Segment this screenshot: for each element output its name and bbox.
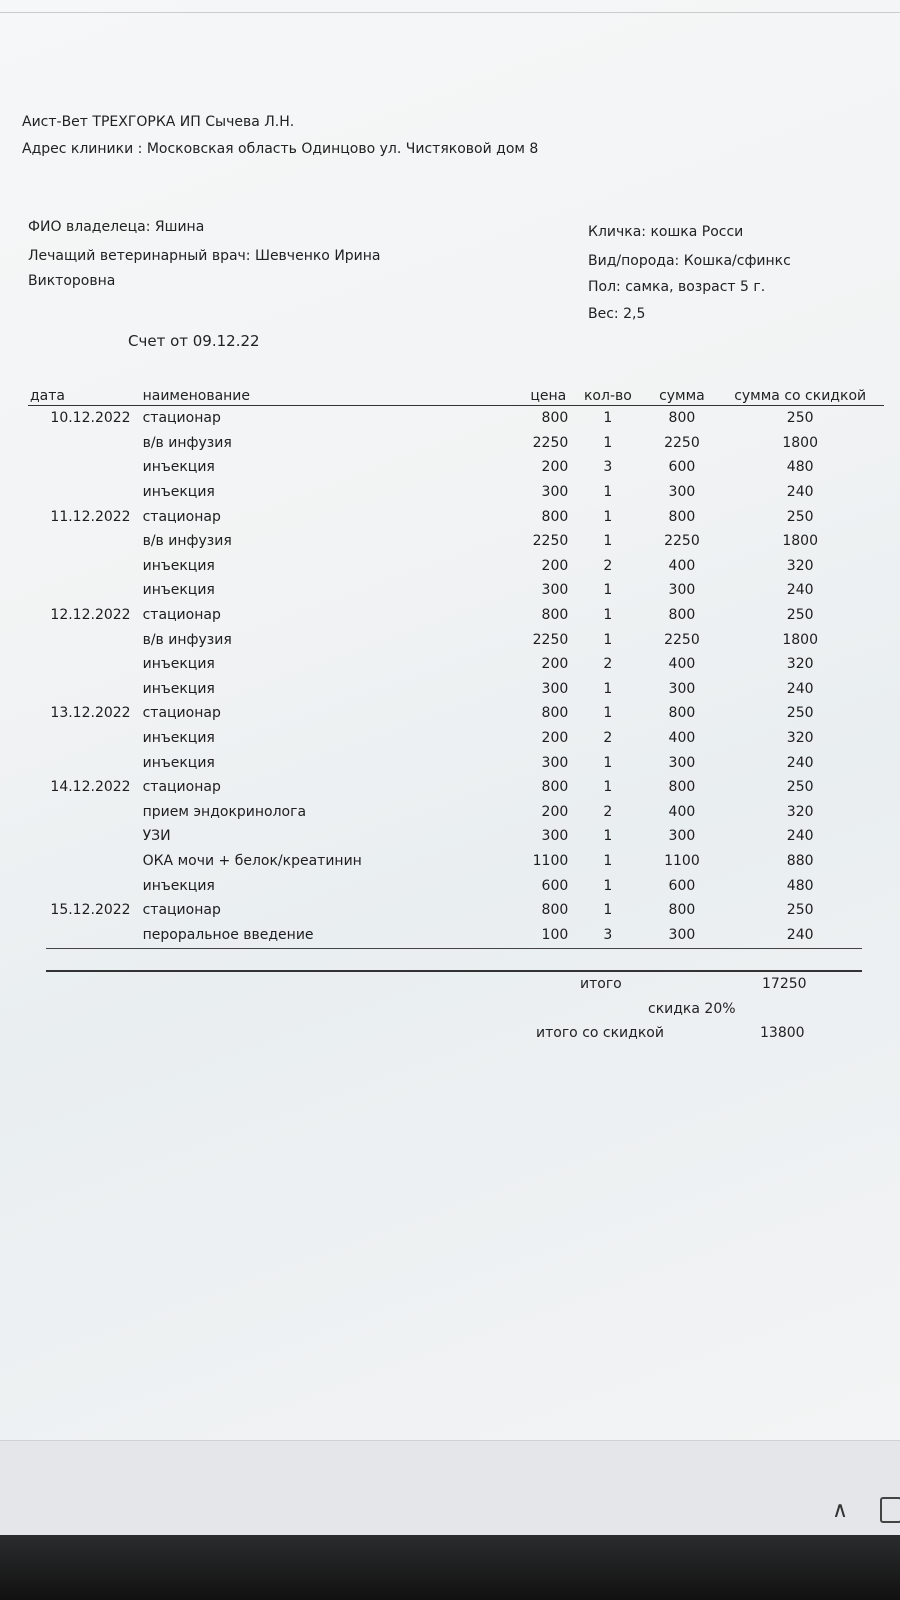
cell-discounted: 480 (786, 877, 814, 894)
cell-sum: 300 (668, 680, 696, 697)
cell-discounted: 250 (786, 705, 814, 722)
cell-discounted: 250 (786, 508, 814, 525)
invoice-title: Счет от 09.12.22 (128, 332, 260, 350)
cell-qty: 2 (603, 730, 613, 747)
cell-discounted: 240 (786, 754, 814, 771)
cell-date (28, 627, 139, 652)
table-row (28, 627, 884, 652)
cell-name: стационар (142, 902, 221, 919)
cell-price: 200 (541, 803, 569, 820)
cell-price: 300 (541, 582, 569, 599)
cell-qty: 1 (603, 877, 613, 894)
cell-price: 800 (541, 410, 569, 427)
cell-price: 200 (541, 459, 569, 476)
cell-sum: 400 (668, 557, 696, 574)
cell-price: 300 (541, 680, 569, 697)
cell-discounted: 480 (786, 459, 814, 476)
cell-name: стационар (142, 410, 221, 427)
cell-qty: 1 (603, 410, 613, 427)
cell-sum: 800 (668, 607, 696, 624)
cell-qty: 1 (603, 705, 613, 722)
cell-sum: 300 (668, 484, 696, 501)
pet-sex-age: Пол: самка, возраст 5 г. (588, 279, 766, 295)
cell-price: 100 (541, 926, 569, 943)
cell-discounted: 1800 (782, 631, 818, 648)
cell-name: стационар (142, 508, 221, 525)
cell-sum: 1100 (664, 852, 700, 869)
cell-name: в/в инфузия (142, 631, 232, 648)
cell-name: в/в инфузия (142, 533, 232, 550)
cell-discounted: 320 (786, 803, 814, 820)
cell-qty: 1 (603, 680, 613, 697)
cell-date (28, 800, 139, 825)
cell-date: 13.12.2022 (50, 705, 131, 722)
cell-qty: 1 (603, 852, 613, 869)
cell-name: инъекция (142, 459, 215, 476)
cell-discounted: 240 (786, 926, 814, 943)
cell-discounted: 240 (786, 680, 814, 697)
page-edge-line (0, 12, 900, 13)
cell-date (28, 431, 139, 456)
cell-qty: 1 (603, 434, 613, 451)
cell-sum: 2250 (664, 434, 700, 451)
monitor-bezel (0, 1535, 900, 1600)
cell-qty: 1 (603, 484, 613, 501)
cell-discounted: 1800 (782, 434, 818, 451)
cell-name: инъекция (142, 557, 215, 574)
cell-date: 15.12.2022 (50, 902, 131, 919)
cell-sum: 400 (668, 803, 696, 820)
cell-sum: 2250 (664, 533, 700, 550)
cell-discounted: 240 (786, 582, 814, 599)
cell-sum: 600 (668, 459, 696, 476)
cell-price: 800 (541, 508, 569, 525)
cell-date: 10.12.2022 (50, 410, 131, 427)
discounted-total-value: 13800 (760, 1025, 805, 1041)
cell-sum: 300 (668, 754, 696, 771)
cell-name: инъекция (142, 680, 215, 697)
table-row (28, 677, 884, 702)
services-table (28, 388, 884, 947)
cell-price: 800 (541, 607, 569, 624)
pet-weight: Вес: 2,5 (588, 306, 646, 322)
col-header-sum: сумма (659, 388, 705, 404)
cell-discounted: 320 (786, 656, 814, 673)
cell-date (28, 750, 139, 775)
cell-date (28, 480, 139, 505)
cell-date: 12.12.2022 (50, 607, 131, 624)
table-row (28, 898, 884, 923)
cell-name: инъекция (142, 754, 215, 771)
table-row (28, 578, 884, 603)
cell-discounted: 250 (786, 902, 814, 919)
table-header-row (28, 388, 884, 406)
cell-discounted: 250 (786, 410, 814, 427)
cell-qty: 1 (603, 508, 613, 525)
clinic-address: Адрес клиники : Московская область Одинцово ул. Чистяковой дом 8 (22, 141, 539, 157)
cell-price: 2250 (532, 434, 569, 451)
table-row (28, 455, 884, 480)
cell-date (28, 529, 139, 554)
cell-qty: 1 (603, 754, 613, 771)
cell-date (28, 849, 139, 874)
pet-breed: Вид/порода: Кошка/сфинкс (588, 253, 791, 269)
cell-sum: 800 (668, 410, 696, 427)
cell-name: инъекция (142, 730, 215, 747)
cell-price: 2250 (532, 631, 569, 648)
table-row (28, 922, 884, 947)
cell-date (28, 677, 139, 702)
cell-qty: 1 (603, 779, 613, 796)
cell-sum: 300 (668, 582, 696, 599)
cell-sum: 800 (668, 705, 696, 722)
doctor-name-line1: Лечащий ветеринарный врач: Шевченко Ирина (28, 248, 381, 264)
cell-sum: 300 (668, 926, 696, 943)
cell-qty: 2 (603, 656, 613, 673)
cell-price: 800 (541, 779, 569, 796)
cell-discounted: 250 (786, 779, 814, 796)
cell-sum: 300 (668, 828, 696, 845)
total-value: 17250 (762, 976, 807, 992)
table-row (28, 529, 884, 554)
col-header-qty: кол-во (583, 388, 632, 404)
cell-date (28, 824, 139, 849)
table-row (28, 726, 884, 751)
table-bottom-rule (46, 948, 862, 949)
col-header-discounted: сумма со скидкой (734, 388, 867, 404)
cell-name: стационар (142, 607, 221, 624)
cell-name: инъекция (142, 582, 215, 599)
cell-date (28, 554, 139, 579)
table-row (28, 701, 884, 726)
cell-name: УЗИ (142, 828, 171, 845)
cell-price: 800 (541, 902, 569, 919)
table-row (28, 873, 884, 898)
table-row (28, 750, 884, 775)
cell-price: 1100 (532, 852, 569, 869)
cell-qty: 2 (603, 803, 613, 820)
cell-date (28, 922, 139, 947)
cell-date: 14.12.2022 (50, 779, 131, 796)
cell-price: 300 (541, 828, 569, 845)
cell-date: 11.12.2022 (50, 508, 131, 525)
discounted-total-label: итого со скидкой (536, 1025, 664, 1041)
owner-name: ФИО владелеца: Яшина (28, 219, 205, 235)
cell-discounted: 250 (786, 607, 814, 624)
col-header-date: дата (30, 388, 65, 404)
cell-qty: 1 (603, 533, 613, 550)
cell-qty: 3 (603, 926, 613, 943)
cell-sum: 400 (668, 656, 696, 673)
pet-name: Кличка: кошка Росси (588, 224, 744, 240)
cell-sum: 600 (668, 877, 696, 894)
tray-app-icon[interactable] (880, 1497, 900, 1523)
cell-qty: 1 (603, 828, 613, 845)
cell-discounted: 320 (786, 557, 814, 574)
taskbar (0, 1440, 900, 1536)
table-row (28, 480, 884, 505)
cell-sum: 800 (668, 508, 696, 525)
cell-price: 800 (541, 705, 569, 722)
cell-price: 200 (541, 730, 569, 747)
table-row (28, 603, 884, 628)
cell-date (28, 578, 139, 603)
col-header-price: цена (530, 388, 567, 404)
cell-name: пероральное введение (142, 926, 314, 943)
table-row (28, 431, 884, 456)
totals-divider (46, 970, 862, 972)
cell-name: ОКА мочи + белок/креатинин (142, 852, 362, 869)
cell-date (28, 726, 139, 751)
cell-discounted: 240 (786, 484, 814, 501)
cell-date (28, 652, 139, 677)
cell-name: прием эндокринолога (142, 803, 307, 820)
cell-price: 200 (541, 557, 569, 574)
cell-qty: 1 (603, 607, 613, 624)
cell-price: 200 (541, 656, 569, 673)
cell-discounted: 320 (786, 730, 814, 747)
table-row (28, 849, 884, 874)
cell-discounted: 880 (786, 852, 814, 869)
table-row (28, 406, 884, 431)
total-label: итого (580, 976, 622, 992)
cell-name: стационар (142, 779, 221, 796)
cell-qty: 2 (603, 557, 613, 574)
cell-date (28, 873, 139, 898)
doctor-name-line2: Викторовна (28, 273, 116, 289)
cell-name: в/в инфузия (142, 434, 232, 451)
cell-name: инъекция (142, 484, 215, 501)
cell-discounted: 1800 (782, 533, 818, 550)
cell-price: 300 (541, 754, 569, 771)
table-row (28, 775, 884, 800)
col-header-name: наименование (142, 388, 251, 404)
cell-name: инъекция (142, 656, 215, 673)
cell-date (28, 455, 139, 480)
cell-qty: 1 (603, 631, 613, 648)
cell-qty: 1 (603, 582, 613, 599)
table-row (28, 824, 884, 849)
clinic-name: Аист-Вет ТРЕХГОРКА ИП Сычева Л.Н. (22, 114, 295, 130)
cell-price: 600 (541, 877, 569, 894)
cell-sum: 400 (668, 730, 696, 747)
cell-discounted: 240 (786, 828, 814, 845)
cell-price: 300 (541, 484, 569, 501)
discount-label: скидка 20% (648, 1001, 736, 1017)
cell-qty: 1 (603, 902, 613, 919)
cell-sum: 800 (668, 779, 696, 796)
cell-name: инъекция (142, 877, 215, 894)
show-hidden-icons-chevron-icon[interactable]: ∧ (832, 1498, 849, 1523)
table-row (28, 652, 884, 677)
table-row (28, 504, 884, 529)
cell-price: 2250 (532, 533, 569, 550)
cell-sum: 800 (668, 902, 696, 919)
table-row (28, 554, 884, 579)
cell-name: стационар (142, 705, 221, 722)
table-row (28, 800, 884, 825)
cell-sum: 2250 (664, 631, 700, 648)
cell-qty: 3 (603, 459, 613, 476)
